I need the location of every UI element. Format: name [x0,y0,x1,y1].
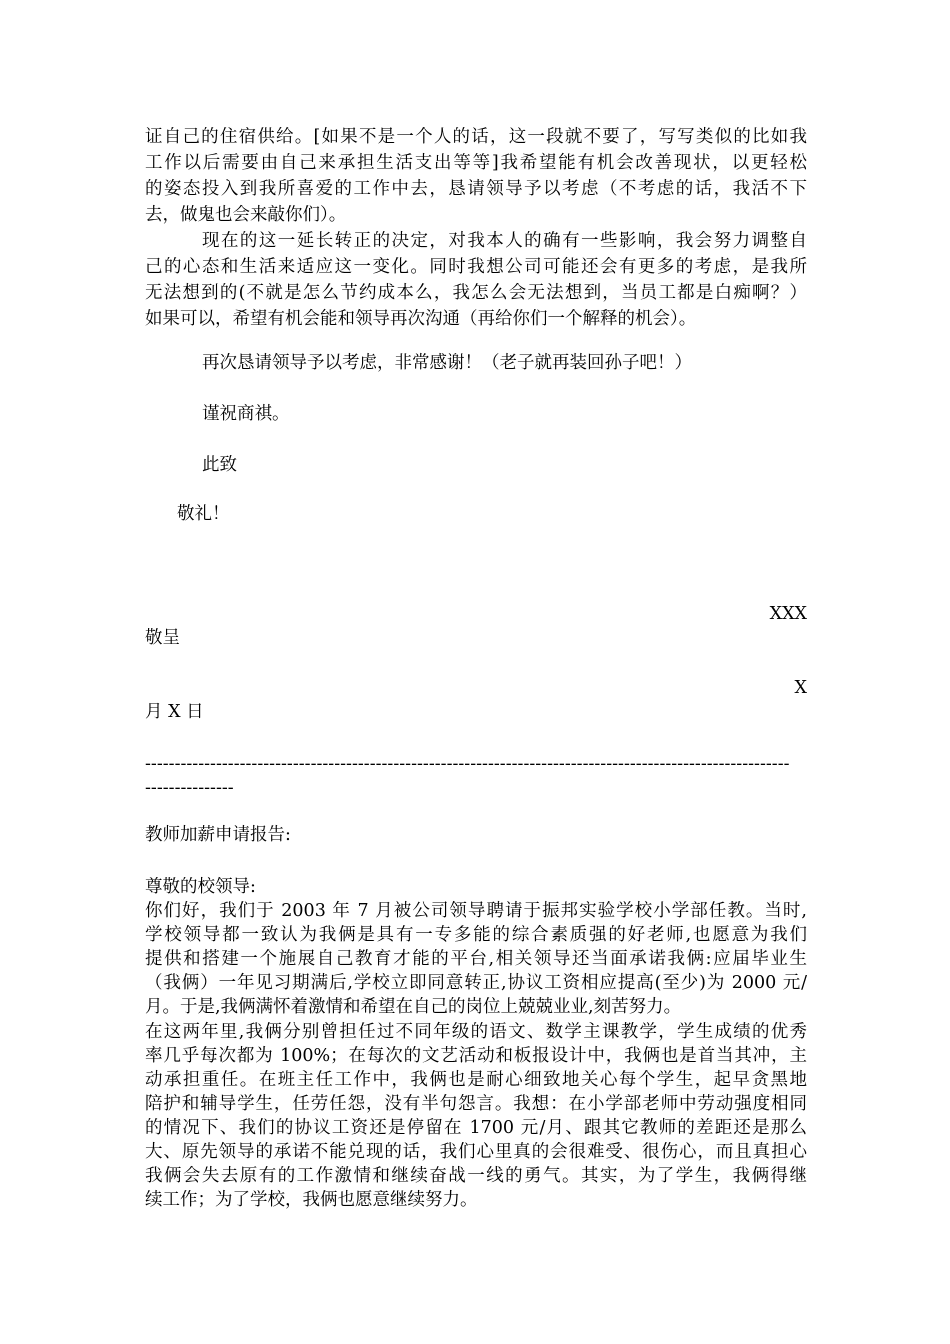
report-title: 教师加薪申请报告: [145,825,291,845]
paragraph-line: 我俩会失去原有的工作激情和继续奋战一线的勇气。其实，为了学生，我俩得继 [145,1166,807,1186]
signature-date: 月 X 日 [145,702,204,722]
paragraph-line: 工作以后需要由自己来承担生活支出等等]我希望能有机会改善现状，以更轻松 [145,153,807,173]
paragraph-line: 提供和搭建一个施展自己教育才能的平台,相关领导还当面承诺我俩:应届毕业生 [145,949,807,969]
separator-line: ------------------------------------------------------------------------------------------------------------- [145,754,790,774]
paragraph-line: 己的心态和生活来适应这一变化。同时我想公司可能还会有更多的考虑，是我所 [145,257,807,277]
closing-wish: 谨祝商祺。 [202,404,290,424]
signature-name: XXX [769,604,807,624]
paragraph-line: 在这两年里,我俩分别曾担任过不同年级的语文、数学主课教学，学生成绩的优秀 [145,1022,807,1042]
separator-line: --------------- [145,778,234,798]
paragraph-line: 学校领导都一致认为我俩是具有一专多能的综合素质强的好老师,也愿意为我们 [145,925,807,945]
paragraph-line: 续工作；为了学校，我俩也愿意继续努力。 [145,1190,478,1210]
closing-to: 此致 [202,455,237,475]
paragraph-line: 现在的这一延长转正的决定，对我本人的确有一些影响，我会努力调整自 [202,231,807,251]
signature-sent: 敬呈 [145,628,180,648]
paragraph-line: 动承担重任。在班主任工作中，我俩也是耐心细致地关心每个学生，起早贪黑地 [145,1070,807,1090]
paragraph-line: 月。于是,我俩满怀着激情和希望在自己的岗位上兢兢业业,刻苦努力。 [145,997,682,1017]
paragraph-line: 陪护和辅导学生，任劳任怨，没有半句怨言。我想：在小学部老师中劳动强度相同 [145,1094,807,1114]
signature-date-day: X [794,678,807,698]
paragraph-line: 的情况下、我们的协议工资还是停留在 1700 元/月、跟其它教师的差距还是那么 [145,1118,807,1138]
report-salutation: 尊敬的校领导: [145,877,256,897]
paragraph-line: 去，做鬼也会来敲你们）。 [145,205,347,225]
closing-request: 再次恳请领导予以考虑，非常感谢！（老子就再装回孙子吧！） [202,353,692,373]
closing-salute: 敬礼！ [177,504,230,524]
paragraph-line: 如果可以，希望有机会能和领导再次沟通（再给你们一个解释的机会）。 [145,309,697,329]
paragraph-line: 率几乎每次都为 100%；在每次的文艺活动和板报设计中，我俩也是首当其冲，主 [145,1046,807,1066]
paragraph-line: 证自己的住宿供给。[如果不是一个人的话，这一段就不要了，写写类似的比如我 [145,127,807,147]
paragraph-line: 大、原先领导的承诺不能兑现的话，我们心里真的会很难受、很伤心，而且真担心 [145,1142,807,1162]
paragraph-line: 无法想到的(不就是怎么节约成本么，我怎么会无法想到，当员工都是白痴啊？） [145,283,807,303]
paragraph-line: 的姿态投入到我所喜爱的工作中去，恳请领导予以考虑（不考虑的话，我活不下 [145,179,807,199]
paragraph-line: （我俩）一年见习期满后,学校立即同意转正,协议工资相应提高(至少)为 2000 元/ [145,973,807,993]
paragraph-line: 你们好，我们于 2003 年 7 月被公司领导聘请于振邦实验学校小学部任教。当时, [145,901,807,921]
